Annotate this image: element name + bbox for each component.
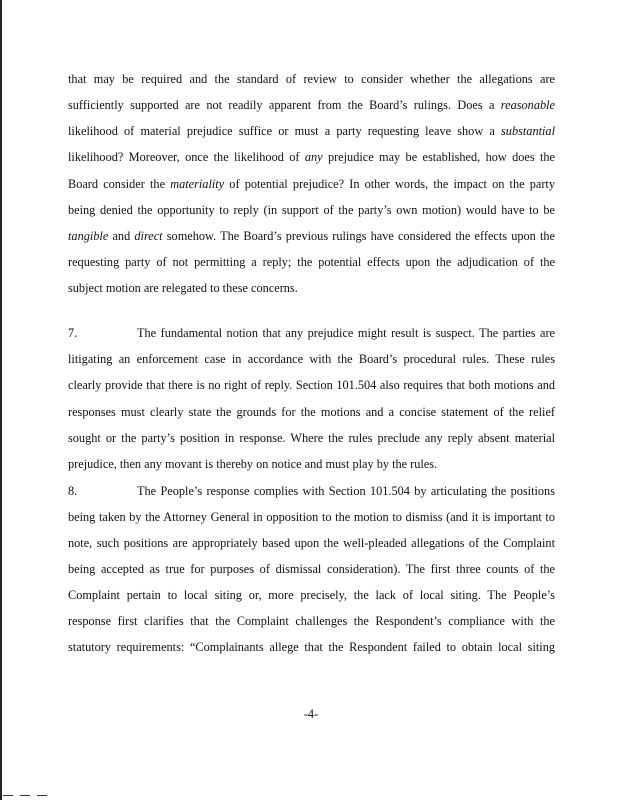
text-run: subject motion are relegated to these concerns. (68, 281, 298, 295)
text-run: litigating an enforcement case in accordance with the Board’s procedural rules. These rules (68, 352, 555, 366)
italic-text: materiality (170, 177, 225, 191)
text-run: note, such positions are appropriately based upon the well-pleaded allegations of the Complaint (68, 536, 555, 550)
scan-mark (20, 795, 30, 796)
page-number: -4- (303, 707, 319, 721)
text-line (68, 281, 555, 295)
text-line (68, 229, 555, 243)
text-run: sufficiently supported are not readily apparent from the Board’s rulings. Does a (68, 98, 501, 112)
text-run: prejudice, then any movant is thereby on notice and must play by the rules. (68, 457, 438, 471)
text-line (68, 177, 555, 191)
text-line (68, 98, 555, 112)
italic-text: tangible (68, 229, 109, 243)
text-line (68, 124, 555, 138)
text-run: The fundamental notion that any prejudice might result is suspect. The parties are (137, 326, 555, 340)
text-run: being taken by the Attorney General in opposition to the motion to dismiss (and it is important to (68, 510, 555, 524)
text-line (68, 614, 555, 628)
text-line (68, 510, 555, 524)
text-run: statutory requirements: “Complainants allege that the Respondent failed to obtain local siting (68, 640, 555, 654)
text-run: responses must clearly state the grounds for the motions and a concise statement of the relief (68, 405, 555, 419)
text-run: and (108, 229, 135, 243)
text-line (68, 536, 555, 550)
text-line (68, 588, 555, 602)
text-line (68, 484, 555, 498)
text-run: sought or the party’s position in response. Where the rules preclude any reply absent material (68, 431, 555, 445)
text-line (68, 378, 555, 392)
italic-text: reasonable (500, 98, 555, 112)
text-line (68, 457, 555, 471)
text-run: likelihood of material prejudice suffice or must a party requesting leave show a (68, 124, 502, 138)
scan-edge (0, 0, 2, 800)
italic-text: direct (134, 229, 163, 243)
italic-text: any (304, 150, 323, 164)
text-line (68, 431, 555, 445)
text-line (68, 562, 555, 576)
paragraph-number: 8. (68, 484, 78, 498)
text-line (68, 405, 555, 419)
text-run: clearly provide that there is no right of reply. Section 101.504 also requires that both motions and (68, 378, 555, 392)
text-run: response first clarifies that the Complaint challenges the Respondent’s compliance with the (68, 614, 555, 628)
text-run: The People’s response complies with Section 101.504 by articulating the positions (137, 484, 555, 498)
text-run: likelihood? Moreover, once the likelihood of (68, 150, 305, 164)
text-run: requesting party of not permitting a reply; the potential effects upon the adjudication of the (68, 255, 555, 269)
text-line (68, 203, 555, 217)
text-line (68, 326, 555, 340)
italic-text: substantial (501, 124, 555, 138)
text-run: of potential prejudice? In other words, the impact on the party (224, 177, 555, 191)
text-line (68, 640, 555, 654)
text-line (68, 72, 555, 86)
text-line (68, 352, 555, 366)
scan-mark (37, 795, 47, 796)
text-line (68, 255, 555, 269)
text-run: being denied the opportunity to reply (in support of the party’s own motion) would have to be (68, 203, 555, 217)
text-run: somehow. The Board’s previous rulings have considered the effects upon the (162, 229, 555, 243)
text-run: being accepted as true for purposes of dismissal consideration). The first three counts of the (68, 562, 555, 576)
text-run: prejudice may be established, how does the (322, 150, 556, 164)
text-run: that may be required and the standard of review to consider whether the allegations are (68, 72, 555, 86)
scan-mark (3, 795, 13, 796)
text-line (68, 150, 555, 164)
paragraph-number: 7. (68, 326, 78, 340)
text-run: Board consider the (68, 177, 171, 191)
text-run: Complaint pertain to local siting or, more precisely, the lack of local siting. The People’s (68, 588, 555, 602)
